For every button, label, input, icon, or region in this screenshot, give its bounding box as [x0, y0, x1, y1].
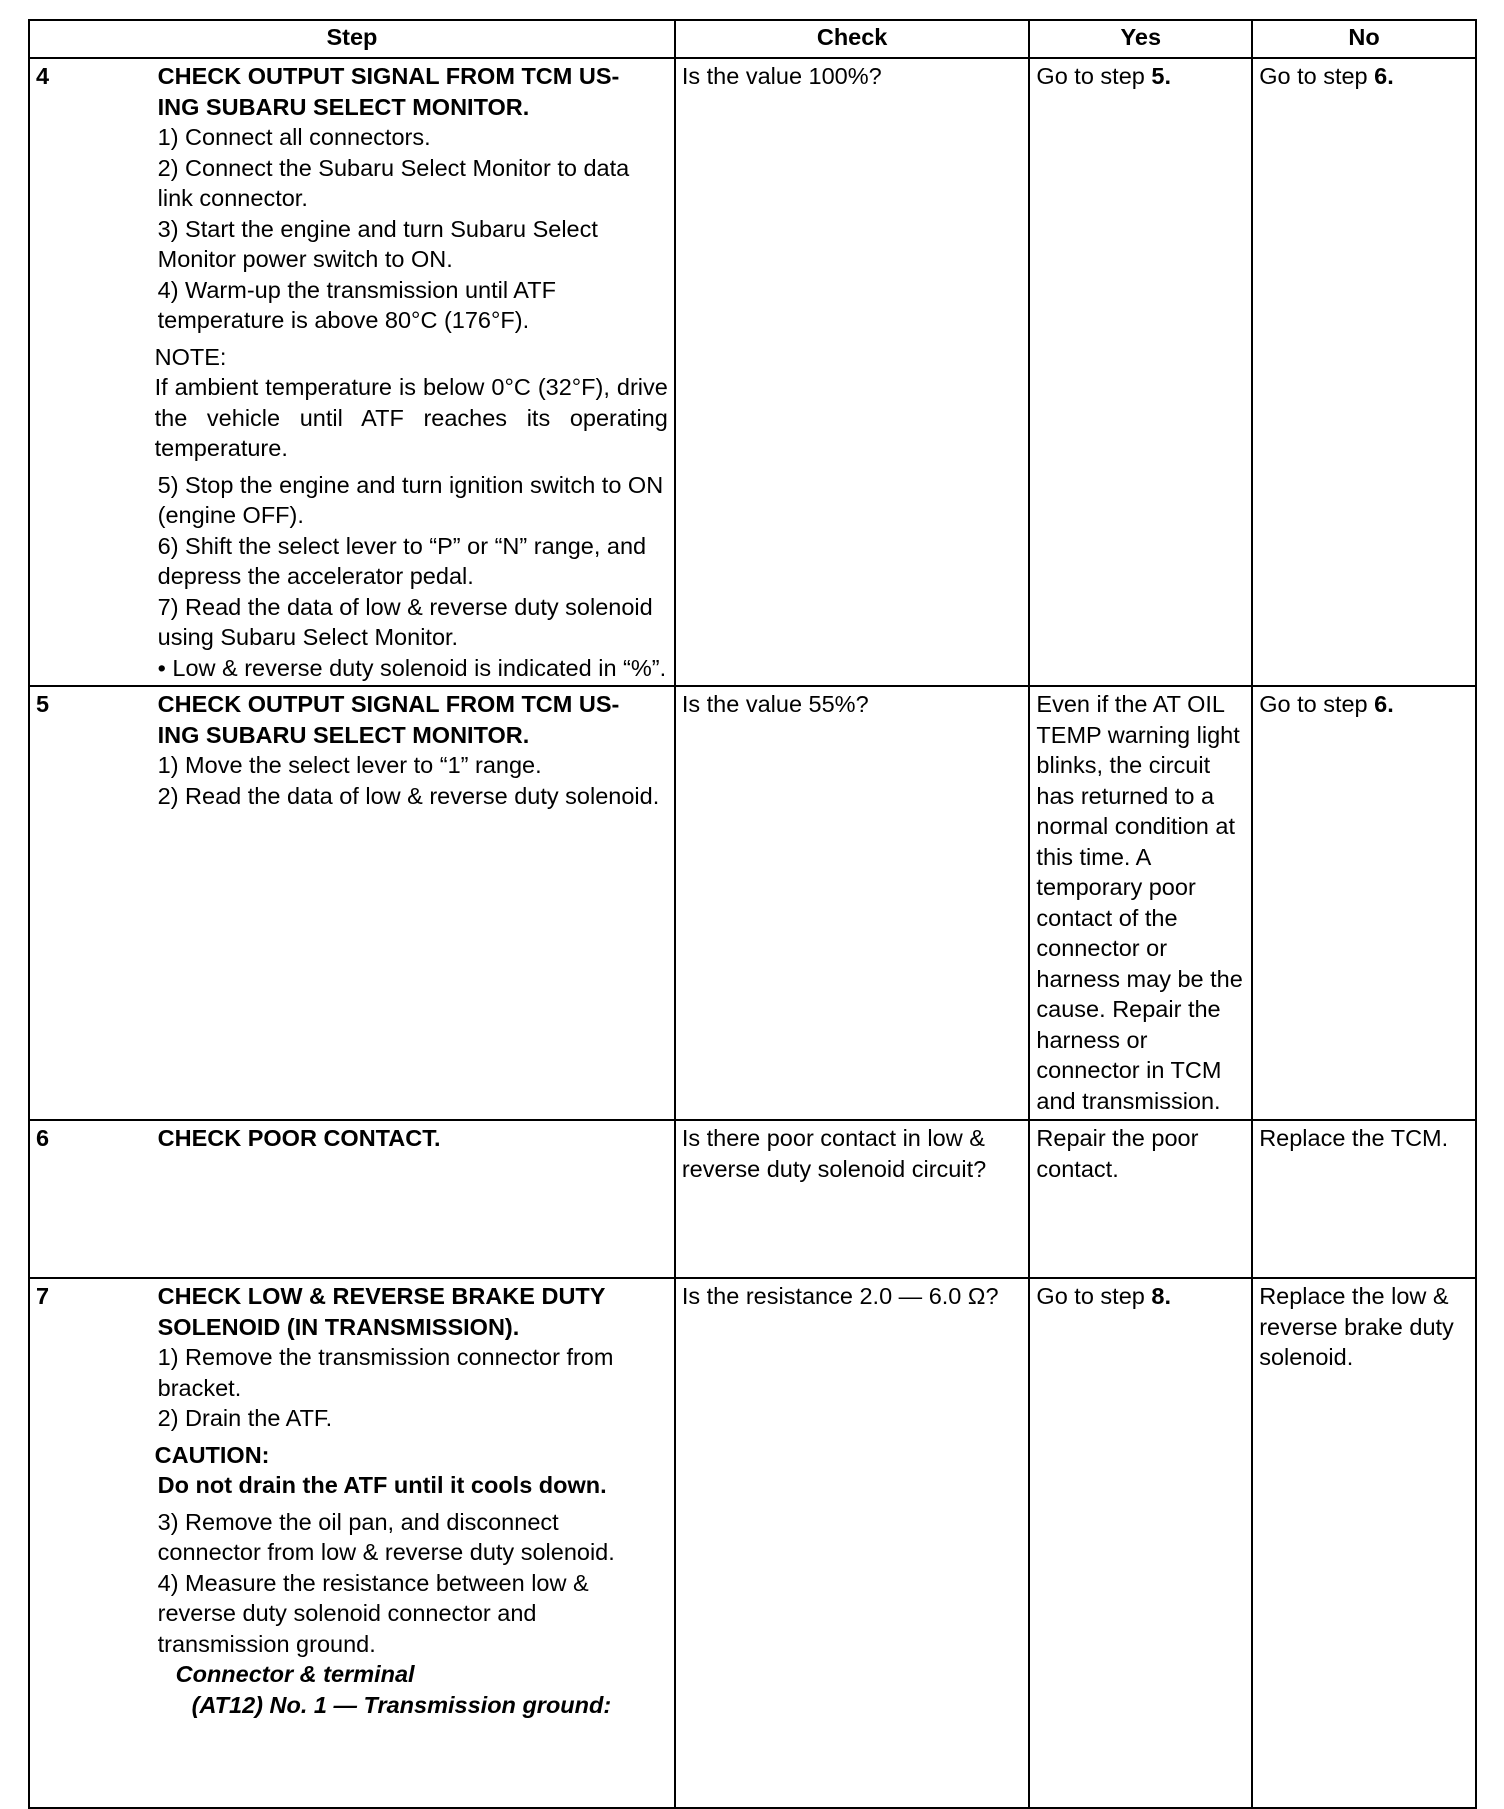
check-cell: Is there poor contact in low & reverse duty solenoid circuit? [675, 1120, 1030, 1278]
no-text: Go to step [1259, 63, 1375, 89]
diagnostic-table [28, 19, 1477, 1809]
instruction-line: 4) Measure the resistance between low & reverse duty solenoid connector and transmission ground. [157, 1569, 589, 1657]
check-cell: Is the value 100%? [675, 58, 1030, 686]
header-no: No [1252, 20, 1476, 58]
header-step: Step [29, 20, 675, 58]
step-title-line: CHECK OUTPUT SIGNAL FROM TCM US- [157, 691, 620, 717]
yes-text: Go to step [1036, 1283, 1152, 1309]
instruction-line: 3) Remove the oil pan, and disconnect connector from low & reverse duty solenoid. [157, 1508, 615, 1565]
no-cell: Replace the TCM. [1252, 1120, 1476, 1278]
caution-label: CAUTION: [154, 1441, 270, 1468]
no-cell: Replace the low & reverse brake duty solenoid. [1252, 1278, 1476, 1808]
instruction-line: 1) Connect all connectors. [157, 124, 431, 150]
step-title: CHECK POOR CONTACT. [157, 1125, 441, 1151]
caution-text: Do not drain the ATF until it cools down. [157, 1472, 607, 1498]
table-row-step-7 [29, 1278, 1476, 1808]
instruction-line: 2) Read the data of low & reverse duty solenoid. [157, 782, 660, 809]
check-cell: Is the value 55%? [675, 686, 1030, 1120]
instruction-line: • Low & reverse duty solenoid is indicated in “%”. [157, 654, 667, 681]
yes-cell: Repair the poor contact. [1029, 1120, 1252, 1278]
step-cell [152, 1120, 675, 1278]
step-number: 5 [29, 686, 152, 1120]
no-text: Go to step [1259, 691, 1375, 717]
step-number: 7 [29, 1278, 152, 1808]
spec-value: (AT12) No. 1 — Transmission ground: [191, 1691, 612, 1718]
step-number: 4 [29, 58, 152, 686]
step-number: 6 [29, 1120, 152, 1278]
step-title-line: CHECK OUTPUT SIGNAL FROM TCM US- [157, 63, 620, 89]
step-cell [152, 686, 675, 1120]
instruction-line: 2) Connect the Subaru Select Monitor to data link connector. [157, 154, 630, 211]
yes-step-ref: 8. [1151, 1283, 1171, 1309]
instruction-line: 1) Move the select lever to “1” range. [157, 752, 542, 778]
instruction-line: 6) Shift the select lever to “P” or “N” range, and depress the accelerator pedal. [157, 532, 647, 589]
yes-cell [1029, 58, 1252, 686]
step-title-line: SOLENOID (IN TRANSMISSION). [157, 1313, 520, 1340]
header-yes: Yes [1029, 20, 1252, 58]
step-title-line: ING SUBARU SELECT MONITOR. [157, 93, 530, 120]
step-cell [152, 58, 675, 686]
note-label: NOTE: [154, 343, 227, 370]
check-cell: Is the resistance 2.0 — 6.0 Ω? [675, 1278, 1030, 1808]
no-step-ref: 6. [1374, 691, 1394, 717]
note-text: If ambient temperature is below 0°C (32°F), drive the vehicle until ATF reaches its operating temperature. [154, 374, 668, 461]
yes-cell [1029, 1278, 1252, 1808]
instruction-line: 5) Stop the engine and turn ignition switch to ON (engine OFF). [157, 471, 664, 528]
no-cell [1252, 686, 1476, 1120]
table-row-step-6 [29, 1120, 1476, 1278]
table-header-row [29, 20, 1476, 58]
step-cell [152, 1278, 675, 1808]
instruction-line: 7) Read the data of low & reverse duty solenoid using Subaru Select Monitor. [157, 593, 653, 650]
table-row-step-4 [29, 58, 1476, 686]
instruction-line: 4) Warm-up the transmission until ATF temperature is above 80°C (176°F). [157, 276, 556, 333]
yes-cell: Even if the AT OIL TEMP warning light blinks, the circuit has returned to a normal condition at this time. A temporary poor contact of the connector or harness may be the cause. Repair the harness or connector in TCM and transmission. [1029, 686, 1252, 1120]
step-title-line: CHECK LOW & REVERSE BRAKE DUTY [157, 1283, 606, 1309]
table-row-step-5 [29, 686, 1476, 1120]
step-title-line: ING SUBARU SELECT MONITOR. [157, 721, 530, 748]
instruction-line: 3) Start the engine and turn Subaru Select Monitor power switch to ON. [157, 215, 598, 272]
no-cell [1252, 58, 1476, 686]
yes-text: Go to step [1036, 63, 1152, 89]
yes-step-ref: 5. [1151, 63, 1171, 89]
no-step-ref: 6. [1374, 63, 1394, 89]
spec-label: Connector & terminal [175, 1661, 415, 1687]
header-check: Check [675, 20, 1030, 58]
instruction-line: 2) Drain the ATF. [157, 1405, 333, 1431]
instruction-line: 1) Remove the transmission connector from bracket. [157, 1344, 614, 1401]
